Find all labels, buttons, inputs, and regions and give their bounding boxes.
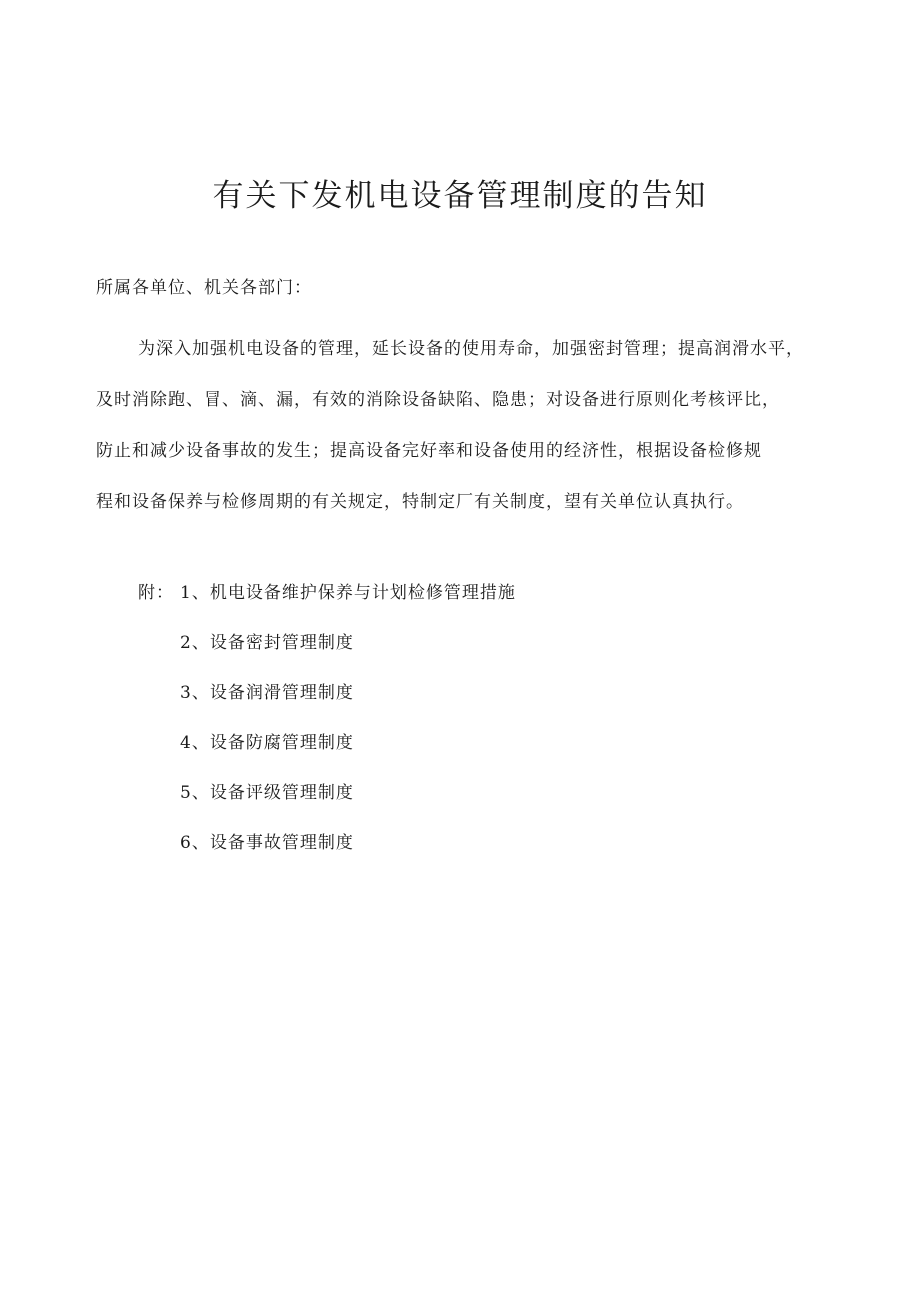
list-item xyxy=(138,618,516,668)
attachment-item: 5、设备评级管理制度 xyxy=(180,783,354,803)
paragraph-line: 为深入加强机电设备的管理，延长设备的使用寿命，加强密封管理；提高润滑水平， xyxy=(138,339,804,359)
attachment-item: 3、设备润滑管理制度 xyxy=(180,683,354,703)
paragraph-line: 程和设备保养与检修周期的有关规定，特制定厂有关制度，望有关单位认真执行。 xyxy=(96,492,744,512)
list-item xyxy=(138,818,516,868)
attachment-item: 1、机电设备维护保养与计划检修管理措施 xyxy=(180,583,516,603)
paragraph-line: 及时消除跑、冒、滴、漏，有效的消除设备缺陷、隐患；对设备进行原则化考核评比， xyxy=(96,390,780,410)
attachment-item: 2、设备密封管理制度 xyxy=(180,633,354,653)
list-item xyxy=(138,718,516,768)
paragraph-line: 防止和减少设备事故的发生；提高设备完好率和设备使用的经济性，根据设备检修规 xyxy=(96,441,762,461)
attachment-label: 附： xyxy=(138,583,174,603)
list-item xyxy=(138,568,516,618)
document-title: 有关下发机电设备管理制度的告知 xyxy=(212,178,708,214)
salutation: 所属各单位、机关各部门： xyxy=(96,278,312,298)
body-paragraph xyxy=(96,324,862,528)
attachment-item: 6、设备事故管理制度 xyxy=(180,833,354,853)
attachment-item: 4、设备防腐管理制度 xyxy=(180,733,354,753)
list-item xyxy=(138,768,516,818)
attachment-list xyxy=(138,568,516,868)
list-item xyxy=(138,668,516,718)
